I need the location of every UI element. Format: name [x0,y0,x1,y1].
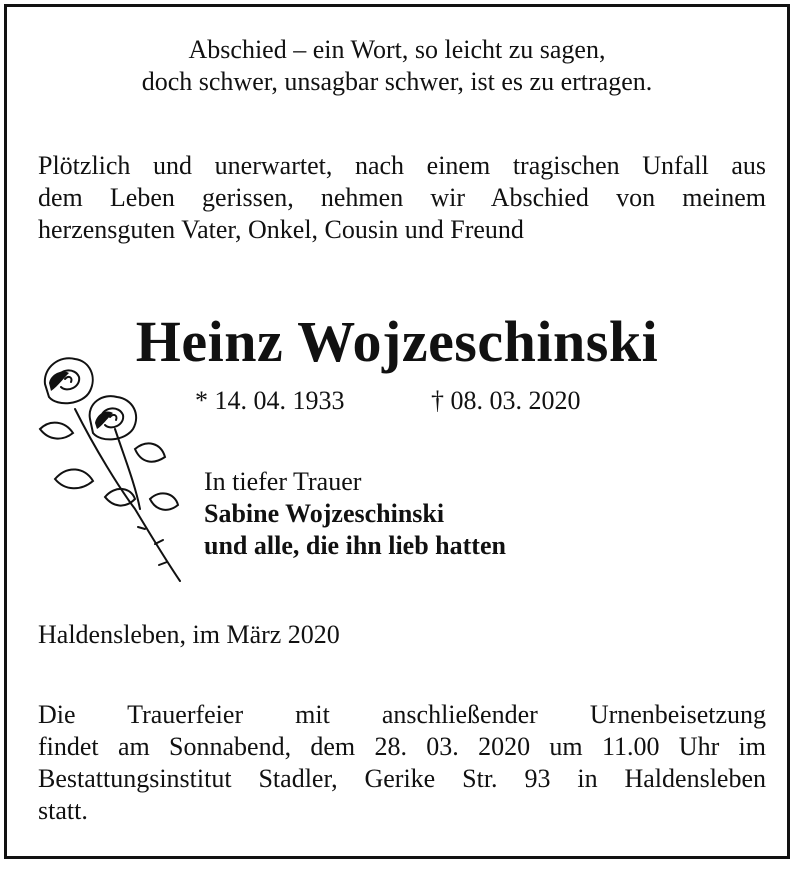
birth-date: * 14. 04. 1933 [195,386,345,415]
mourner-name: Sabine Wojzeschinski [204,499,445,528]
place-date: Haldensleben, im März 2020 [38,620,340,649]
intro-line: dem Leben gerissen, nehmen wir Abschied von meinem [38,183,766,212]
mourners-others: und alle, die ihn lieb hatten [204,531,506,560]
intro-line: Plötzlich und unerwartet, nach einem tragischen Unfall aus [38,151,766,180]
poem [7,34,787,98]
intro-text [38,150,766,246]
poem-line: doch schwer, unsagbar schwer, ist es zu ertragen. [141,67,653,96]
intro-line: herzensguten Vater, Onkel, Cousin und Freund [38,215,524,244]
obituary-notice [4,4,790,859]
deceased-name: Heinz Wojzeschinski [135,309,659,374]
ceremony-line: findet am Sonnabend, dem 28. 03. 2020 um 11.00 Uhr im [38,732,766,761]
ceremony-line: Bestattungsinstitut Stadler, Gerike Str. 93 in Haldensleben [38,764,766,793]
death-date: † 08. 03. 2020 [431,386,581,415]
ceremony-text [38,699,766,827]
ceremony-line: statt. [38,796,88,825]
ceremony-line: Die Trauerfeier mit anschließender Urnenbeisetzung [38,700,766,729]
mourners-heading: In tiefer Trauer [204,467,362,496]
poem-line: Abschied – ein Wort, so leicht zu sagen, [188,35,606,64]
mourners [204,466,506,562]
rose-icon [35,349,195,589]
